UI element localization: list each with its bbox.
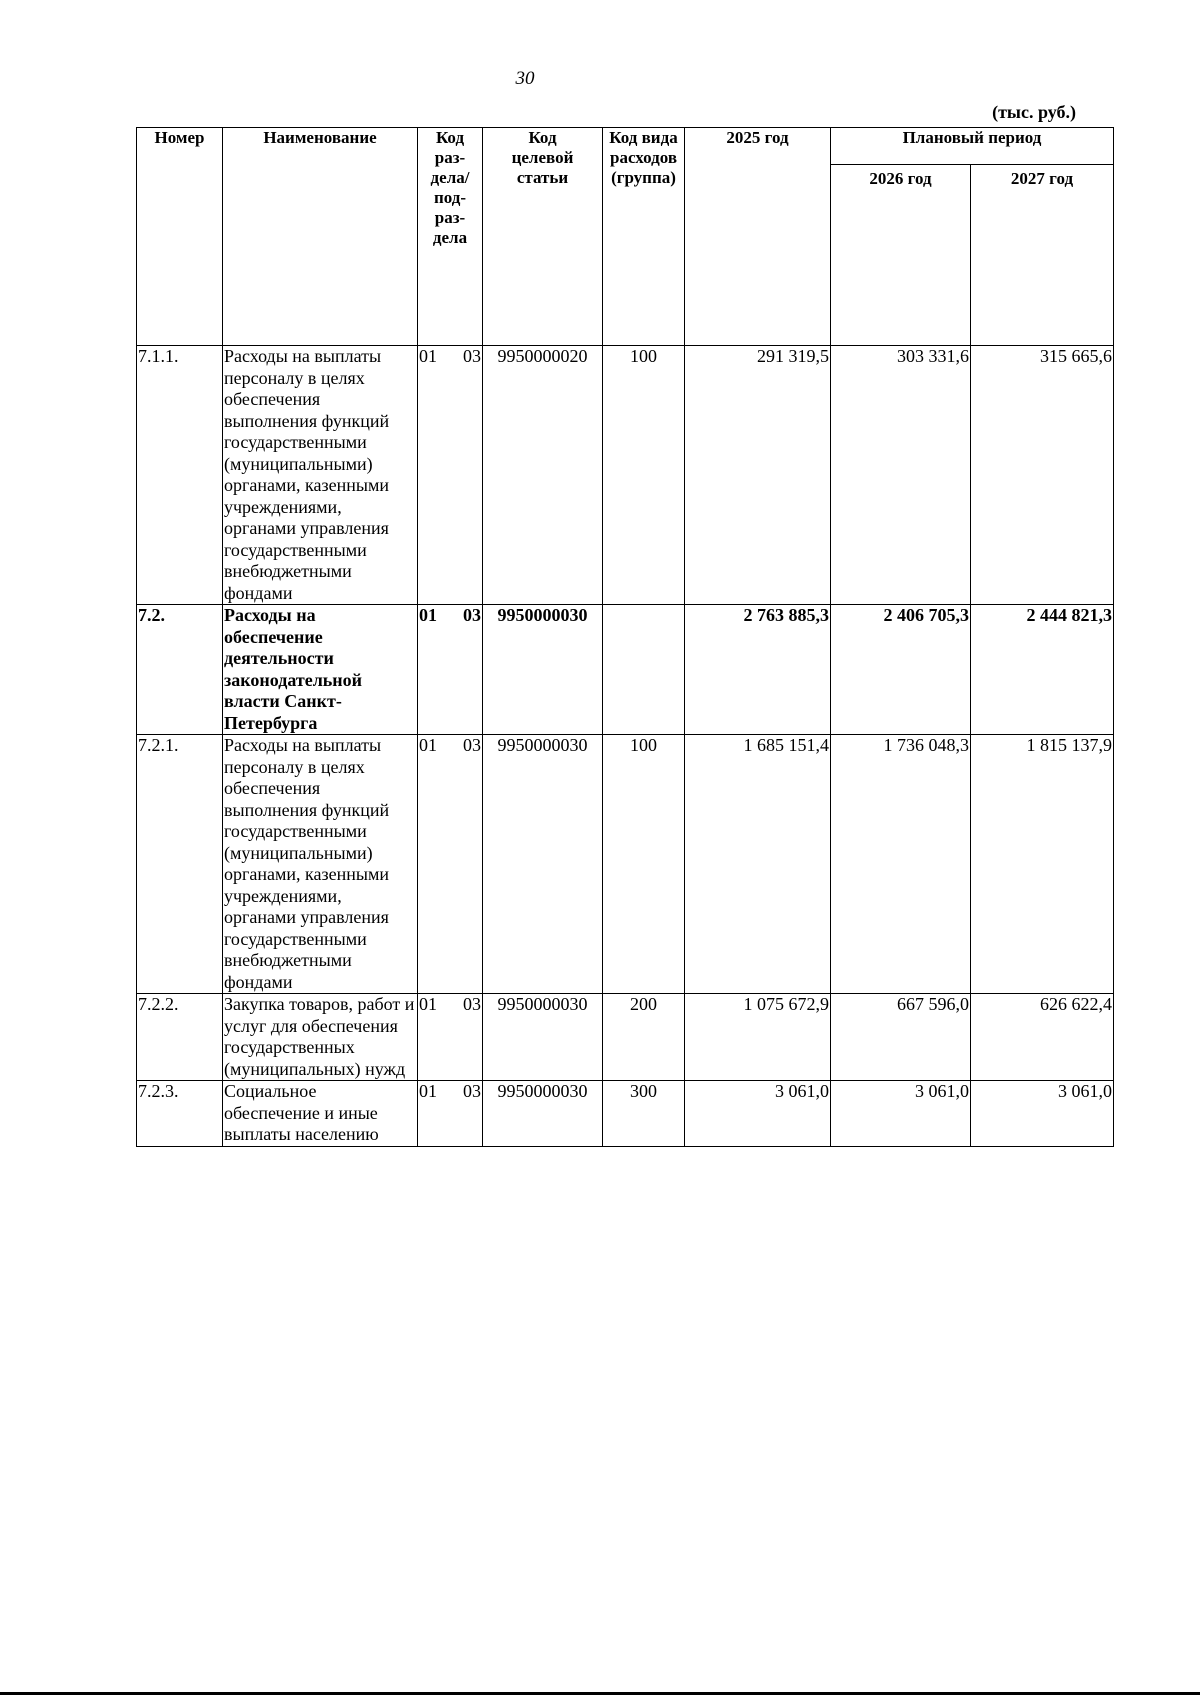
row-section-code (418, 994, 483, 1081)
row-expense-group: 300 (603, 1081, 685, 1147)
header-section-code-line: Код (435, 128, 465, 147)
row-section-code (418, 735, 483, 994)
row-target-code: 9950000030 (483, 605, 603, 735)
row-section: 01 (419, 735, 437, 755)
row-target-code: 9950000030 (483, 994, 603, 1081)
row-amount-2027: 3 061,0 (971, 1081, 1114, 1147)
header-planning-period: Плановый период (831, 128, 1114, 165)
row-amount-2025: 2 763 885,3 (685, 605, 831, 735)
budget-table (136, 127, 1114, 1147)
header-number: Номер (137, 128, 223, 346)
row-expense-group: 200 (603, 994, 685, 1081)
header-section-code (418, 128, 483, 346)
row-subsection: 03 (463, 605, 481, 625)
header-expense-type-line: расходов (610, 148, 677, 167)
row-amount-2025: 1 075 672,9 (685, 994, 831, 1081)
row-target-code: 9950000030 (483, 1081, 603, 1147)
row-section: 01 (419, 346, 437, 366)
row-amount-2026: 1 736 048,3 (831, 735, 971, 994)
row-name: Расходы на обеспечение деятельности законодательной власти Санкт-Петербурга (223, 605, 418, 735)
row-amount-2025: 3 061,0 (685, 1081, 831, 1147)
row-expense-group: 100 (603, 346, 685, 605)
row-name: Расходы на выплаты персоналу в целях обеспечения выполнения функций государственными (муниципальными) органами, казенными учреждениями, органами управления государственными внебюджетными фондами (223, 346, 418, 605)
row-amount-2026: 303 331,6 (831, 346, 971, 605)
row-target-code: 9950000030 (483, 735, 603, 994)
header-year-2025: 2025 год (685, 128, 831, 346)
row-subsection: 03 (463, 1081, 481, 1101)
row-amount-2025: 1 685 151,4 (685, 735, 831, 994)
row-number: 7.2. (137, 605, 223, 735)
table-row (137, 346, 1114, 605)
row-section: 01 (419, 994, 437, 1014)
header-row (137, 128, 1114, 165)
table-body (137, 346, 1114, 1147)
header-target-code-line: Код (528, 128, 557, 147)
row-number: 7.2.3. (137, 1081, 223, 1147)
header-expense-type (603, 128, 685, 346)
row-amount-2027: 2 444 821,3 (971, 605, 1114, 735)
row-section: 01 (419, 1081, 437, 1101)
row-section-code (418, 1081, 483, 1147)
units-label: (тыс. руб.) (992, 102, 1076, 122)
header-section-code-line: под- (433, 188, 467, 207)
row-number: 7.2.1. (137, 735, 223, 994)
row-amount-2026: 667 596,0 (831, 994, 971, 1081)
table-row (137, 605, 1114, 735)
header-section-code-line: дела/ (430, 168, 470, 187)
row-amount-2025: 291 319,5 (685, 346, 831, 605)
page-number: 30 (515, 68, 535, 89)
header-target-code-line: статьи (516, 168, 569, 187)
row-amount-2026: 2 406 705,3 (831, 605, 971, 735)
table-row (137, 735, 1114, 994)
row-subsection: 03 (463, 994, 481, 1014)
header-section-code-line: раз- (434, 148, 466, 167)
row-amount-2026: 3 061,0 (831, 1081, 971, 1147)
row-amount-2027: 626 622,4 (971, 994, 1114, 1081)
row-subsection: 03 (463, 735, 481, 755)
row-expense-group: 100 (603, 735, 685, 994)
header-expense-type-line: Код вида (609, 128, 678, 147)
header-target-code-line: целевой (511, 148, 574, 167)
table-row (137, 1081, 1114, 1147)
row-amount-2027: 315 665,6 (971, 346, 1114, 605)
row-section-code (418, 605, 483, 735)
row-subsection: 03 (463, 346, 481, 366)
row-name: Закупка товаров, работ и услуг для обеспечения государственных (муниципальных) нужд (223, 994, 418, 1081)
table-row (137, 994, 1114, 1081)
header-section-code-line: раз- (434, 208, 466, 227)
header-year-2026: 2026 год (831, 165, 971, 346)
header-target-code (483, 128, 603, 346)
row-section-code (418, 346, 483, 605)
header-expense-type-line: (группа) (611, 168, 676, 187)
row-number: 7.1.1. (137, 346, 223, 605)
row-number: 7.2.2. (137, 994, 223, 1081)
row-expense-group (603, 605, 685, 735)
row-name: Социальное обеспечение и иные выплаты населению (223, 1081, 418, 1147)
header-year-2027: 2027 год (971, 165, 1114, 346)
header-name: Наименование (223, 128, 418, 346)
row-section: 01 (419, 605, 437, 625)
header-section-code-line: дела (432, 228, 468, 247)
row-target-code: 9950000020 (483, 346, 603, 605)
row-amount-2027: 1 815 137,9 (971, 735, 1114, 994)
row-name: Расходы на выплаты персоналу в целях обеспечения выполнения функций государственными (муниципальными) органами, казенными учреждениями, органами управления государственными внебюджетными фондами (223, 735, 418, 994)
